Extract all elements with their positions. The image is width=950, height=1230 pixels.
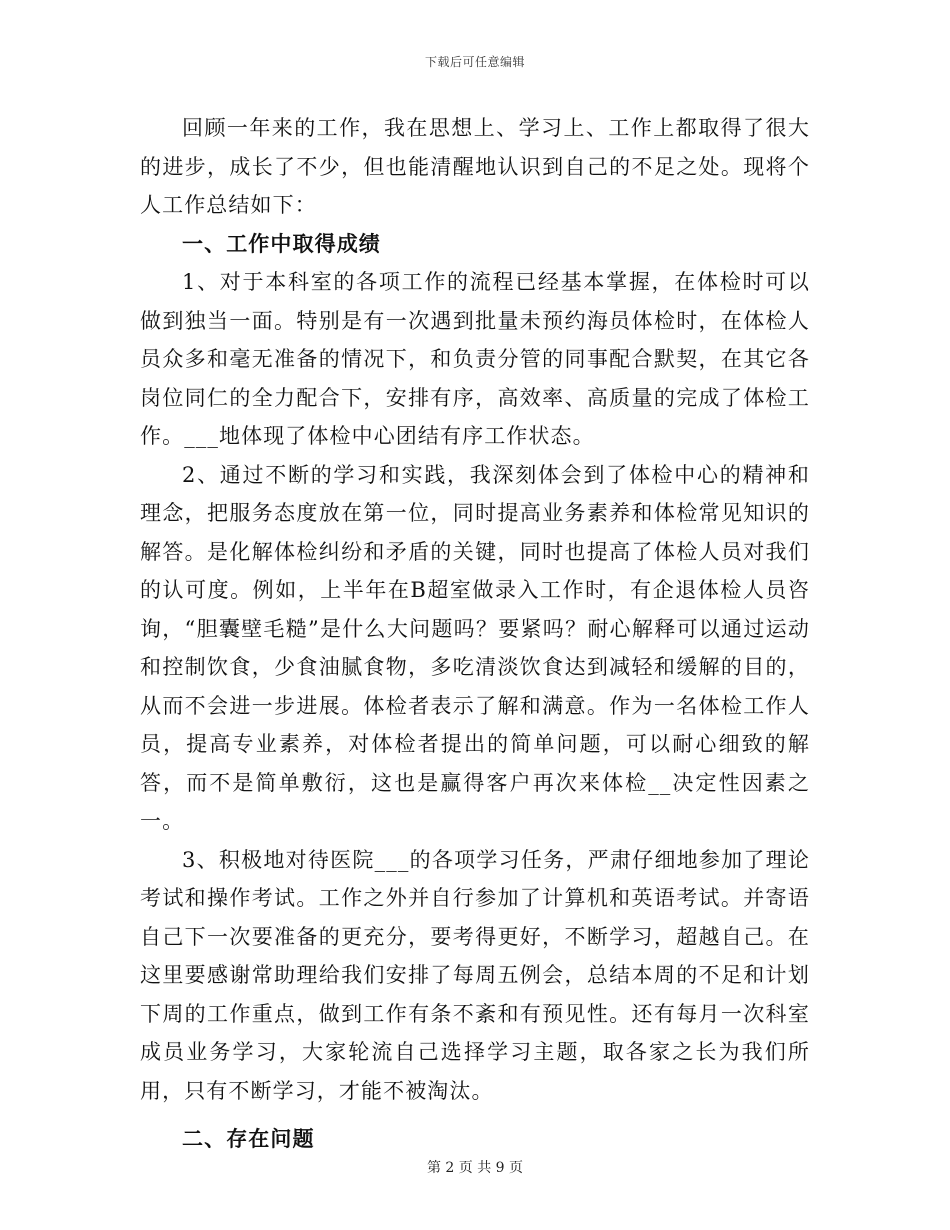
achievement-item-1: 1、对于本科室的各项工作的流程已经基本掌握，在体检时可以做到独当一面。特别是有一次遇到批量未预约海员体检时，在体检人员众多和毫无准备的情况下，和负责分管的同事配合默契，在其它各岗位同仁的全力配合下，安排有序，高效率、高质量的完成了体检工作。___地体现了体检中心团结有序工作状态。: [140, 270, 810, 448]
document-body: [140, 109, 810, 1159]
section-heading-problems: 二、存在问题: [182, 1126, 315, 1151]
achievement-item-3: 3、积极地对待医院___的各项学习任务，严肃仔细地参加了理论考试和操作考试。工作之外并自行参加了计算机和英语考试。并寄语自己下一次要准备的更充分，要考得更好，不断学习，超越自己。在这里要感谢常助理给我们安排了每周五例会，总结本周的不足和计划下周的工作重点，做到工作有条不紊和有预见性。还有每月一次科室成员业务学习，大家轮流自己选择学习主题，取各家之长为我们所用，只有不断学习，才能不被淘汰。: [140, 847, 810, 1103]
page-header: 下载后可任意编辑: [424, 55, 525, 69]
achievement-item-2: 2、通过不断的学习和实践，我深刻体会到了体检中心的精神和理念，把服务态度放在第一位，同时提高业务素养和体检常见知识的解答。是化解体检纠纷和矛盾的关键，同时也提高了体检人员对我们的认可度。例如，上半年在B超室做录入工作时，有企退体检人员咨询，“胆囊壁毛糙”是什么大问题吗？要紧吗？耐心解释可以通过运动和控制饮食，少食油腻食物，多吃清淡饮食达到减轻和缓解的目的，从而不会进一步进展。体检者表示了解和满意。作为一名体检工作人员，提高专业素养，对体检者提出的简单问题，可以耐心细致的解答，而不是简单敷衍，这也是赢得客户再次来体检__决定性因素之一。: [140, 462, 810, 833]
page-footer: 第 2 页 共 9 页: [426, 1160, 524, 1176]
intro-paragraph: 回顾一年来的工作，我在思想上、学习上、工作上都取得了很大的进步，成长了不少，但也能清醒地认识到自己的不足之处。现将个人工作总结如下：: [140, 116, 810, 217]
section-heading-achievements: 一、工作中取得成绩: [182, 230, 381, 256]
